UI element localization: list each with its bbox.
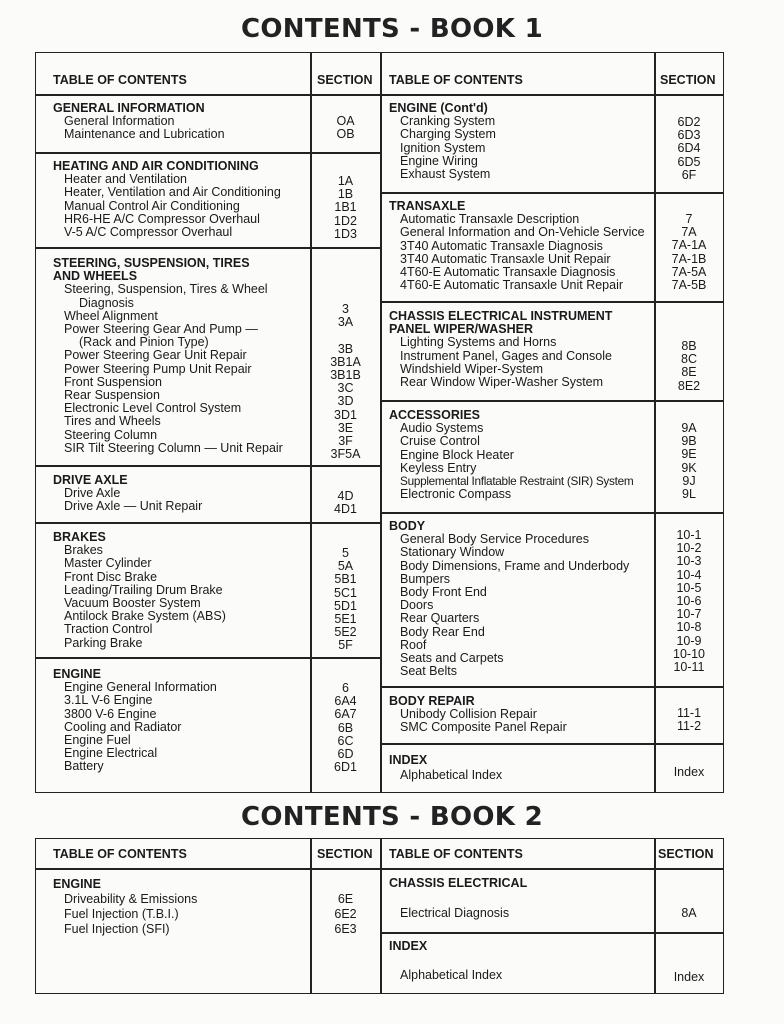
list-item: Drive Axle xyxy=(64,486,121,501)
list-item: Rear Window Wiper-Washer System xyxy=(400,375,604,390)
list-item: Steering, Suspension, Tires & Wheel xyxy=(64,282,268,297)
list-item: Engine General Information xyxy=(64,680,217,695)
book1-right-section-header: SECTION xyxy=(660,73,716,87)
list-item: Maintenance and Lubrication xyxy=(64,127,225,142)
group-title: BODY REPAIR xyxy=(389,694,475,708)
sections-chassis-electrical-instrument: 8B 8C 8E 8E2 xyxy=(677,339,701,393)
list-item: Power Steering Gear Unit Repair xyxy=(64,348,247,363)
book1-right-toc-header: TABLE OF CONTENTS xyxy=(389,73,523,87)
book2-left-toc-header: TABLE OF CONTENTS xyxy=(53,847,187,861)
group-body xyxy=(389,520,629,678)
list-item: Manual Control Air Conditioning xyxy=(64,198,240,213)
group-title: DRIVE AXLE xyxy=(53,473,128,487)
list-item: General Information and On-Vehicle Service xyxy=(400,225,645,240)
group-body-repair xyxy=(389,695,567,735)
list-item: Master Cylinder xyxy=(64,556,152,571)
group-book2-index xyxy=(389,940,502,982)
group-index xyxy=(389,754,502,782)
list-item: Fuel Injection (SFI) xyxy=(64,922,170,936)
list-item: Supplemental Inflatable Restraint (SIR) System xyxy=(400,474,634,489)
list-item: Tires and Wheels xyxy=(64,414,161,429)
list-item: Instrument Panel, Gages and Console xyxy=(400,348,612,363)
list-item: Traction Control xyxy=(64,622,153,637)
list-item: Roof xyxy=(400,637,427,652)
list-item: Stationary Window xyxy=(400,545,505,560)
sections-book2-index: Index xyxy=(673,970,705,984)
sections-brakes: 5 5A 5B1 5C1 5D1 5E1 5E2 5F xyxy=(334,546,357,653)
list-item: Electronic Level Control System xyxy=(64,401,242,416)
list-item: 4T60-E Automatic Transaxle Unit Repair xyxy=(400,278,624,293)
group-title: ENGINE xyxy=(53,667,101,681)
group-title-line2: PANEL WIPER/WASHER xyxy=(389,322,533,337)
group-title: INDEX xyxy=(389,939,428,953)
list-item: Doors xyxy=(400,598,434,613)
list-item: Engine Electrical xyxy=(64,746,158,761)
group-title: ACCESSORIES xyxy=(389,408,480,422)
group-brakes xyxy=(53,531,226,650)
list-item: Engine Block Heater xyxy=(400,447,514,462)
list-item: Body Dimensions, Frame and Underbody xyxy=(400,558,630,573)
sections-drive-axle: 4D 4D1 xyxy=(334,489,357,517)
sections-heating-air-conditioning: 1A 1B 1B1 1D2 1D3 xyxy=(334,174,357,241)
group-chassis-electrical-instrument xyxy=(389,310,612,389)
list-item: Front Suspension xyxy=(64,374,162,389)
book1-title: CONTENTS - BOOK 1 xyxy=(241,14,543,44)
list-item: General Body Service Procedures xyxy=(400,532,589,547)
list-item: Audio Systems xyxy=(400,421,484,436)
group-title: BODY xyxy=(389,519,426,533)
list-item: Heater and Ventilation xyxy=(64,172,188,187)
list-item: 3T40 Automatic Transaxle Unit Repair xyxy=(400,251,611,266)
list-item: Charging System xyxy=(400,127,496,142)
list-item: Drive Axle — Unit Repair xyxy=(64,499,203,514)
group-title: INDEX xyxy=(389,753,428,767)
list-item: Unibody Collision Repair xyxy=(400,707,537,722)
list-item: Electronic Compass xyxy=(400,487,512,502)
sections-steering-suspension: 3 3A 3B 3B1A 3B1B 3C 3D 3D1 3E 3F 3F5A xyxy=(330,302,361,462)
list-item: Leading/Trailing Drum Brake xyxy=(64,582,223,597)
group-title: CHASSIS ELECTRICAL xyxy=(389,876,528,890)
book2-left-section-header: SECTION xyxy=(317,847,373,861)
list-item: Windshield Wiper-System xyxy=(400,361,544,376)
list-item: Ignition System xyxy=(400,140,486,155)
list-item: Alphabetical Index xyxy=(400,968,503,983)
list-item: Cranking System xyxy=(400,114,496,129)
list-item: 4T60-E Automatic Transaxle Diagnosis xyxy=(400,265,616,280)
group-steering-suspension xyxy=(53,257,283,455)
list-item: General Information xyxy=(64,114,175,129)
sections-index: Index xyxy=(673,765,705,779)
list-item: V-5 A/C Compressor Overhaul xyxy=(64,225,233,240)
group-title: ENGINE xyxy=(53,877,101,891)
group-drive-axle xyxy=(53,474,202,514)
list-item: Front Disc Brake xyxy=(64,569,158,584)
group-title: CHASSIS ELECTRICAL INSTRUMENT xyxy=(389,309,613,323)
group-title-line2: AND WHEELS xyxy=(53,269,138,284)
list-item: HR6-HE A/C Compressor Overhaul xyxy=(64,211,260,226)
list-item: Keyless Entry xyxy=(400,460,477,475)
list-item: Body Front End xyxy=(400,585,487,600)
group-title: STEERING, SUSPENSION, TIRES xyxy=(53,256,250,270)
list-item: Cooling and Radiator xyxy=(64,719,182,734)
list-item: Bumpers xyxy=(400,571,451,586)
list-item: Alphabetical Index xyxy=(400,768,503,783)
list-item: Exhaust System xyxy=(400,167,491,182)
sections-accessories: 9A 9B 9E 9K 9J 9L xyxy=(681,421,697,502)
sections-transaxle: 7 7A 7A-1A 7A-1B 7A-5A 7A-5B xyxy=(671,212,707,293)
group-book2-engine xyxy=(53,877,197,937)
list-item: Seats and Carpets xyxy=(400,651,504,666)
list-item: Seat Belts xyxy=(400,664,457,679)
group-title: TRANSAXLE xyxy=(389,199,466,213)
book2-right-section-header: SECTION xyxy=(658,847,714,861)
list-item: Rear Quarters xyxy=(400,611,480,626)
group-engine-contd xyxy=(389,102,496,181)
list-item: Diagnosis xyxy=(79,295,134,310)
list-item: Vacuum Booster System xyxy=(64,596,201,611)
book2-title: CONTENTS - BOOK 2 xyxy=(241,802,543,832)
list-item: Lighting Systems and Horns xyxy=(400,335,557,350)
sections-engine: 6 6A4 6A7 6B 6C 6D 6D1 xyxy=(334,681,357,775)
list-item: Automatic Transaxle Description xyxy=(400,212,580,227)
list-item: Engine Fuel xyxy=(64,733,131,748)
sections-body-repair: 11-1 11-2 xyxy=(676,706,702,734)
list-item: Steering Column xyxy=(64,427,158,442)
book1-left-toc-header: TABLE OF CONTENTS xyxy=(53,73,187,87)
list-item: Heater, Ventilation and Air Conditioning xyxy=(64,185,281,200)
group-book2-chassis-electrical xyxy=(389,877,527,920)
group-title: HEATING AND AIR CONDITIONING xyxy=(53,159,259,173)
group-transaxle xyxy=(389,200,645,292)
list-item: 3.1L V-6 Engine xyxy=(64,693,153,708)
list-item: Brakes xyxy=(64,543,103,558)
group-heating-air-conditioning xyxy=(53,160,281,239)
list-item: Parking Brake xyxy=(64,635,143,650)
list-item: Cruise Control xyxy=(400,434,480,449)
list-item: Body Rear End xyxy=(400,624,485,639)
sections-general-information: OA OB xyxy=(336,114,355,142)
book2-right-toc-header: TABLE OF CONTENTS xyxy=(389,847,523,861)
list-item: SIR Tilt Steering Column — Unit Repair xyxy=(64,440,283,455)
list-item: Fuel Injection (T.B.I.) xyxy=(64,907,179,921)
list-item: Rear Suspension xyxy=(64,388,160,403)
list-item: Antilock Brake System (ABS) xyxy=(64,609,226,624)
group-accessories xyxy=(389,409,633,501)
book1-left-section-header: SECTION xyxy=(317,73,373,87)
list-item: Electrical Diagnosis xyxy=(400,906,510,921)
sections-body: 10-1 10-2 10-3 10-4 10-5 10-6 10-7 10-8 10-9 10-10 10-11 xyxy=(673,528,705,675)
sections-book2-engine: 6E 6E2 6E3 xyxy=(334,892,357,936)
list-item: 3800 V-6 Engine xyxy=(64,706,157,721)
sections-book2-chassis-electrical: 8A xyxy=(681,906,697,920)
list-item: 3T40 Automatic Transaxle Diagnosis xyxy=(400,238,603,253)
group-title: GENERAL INFORMATION xyxy=(53,101,205,115)
list-item: Wheel Alignment xyxy=(64,308,158,323)
group-title: BRAKES xyxy=(53,530,106,544)
sections-engine-contd: 6D2 6D3 6D4 6D5 6F xyxy=(677,115,701,182)
list-item: Engine Wiring xyxy=(400,153,478,168)
group-general-information xyxy=(53,102,225,142)
group-title: ENGINE (Cont'd) xyxy=(389,101,488,115)
list-item: Power Steering Gear And Pump — xyxy=(64,322,258,337)
list-item: (Rack and Pinion Type) xyxy=(79,335,209,350)
list-item: SMC Composite Panel Repair xyxy=(400,720,567,735)
list-item: Power Steering Pump Unit Repair xyxy=(64,361,252,376)
list-item: Battery xyxy=(64,759,104,774)
group-engine xyxy=(53,668,217,774)
list-item: Driveability & Emissions xyxy=(64,892,198,906)
